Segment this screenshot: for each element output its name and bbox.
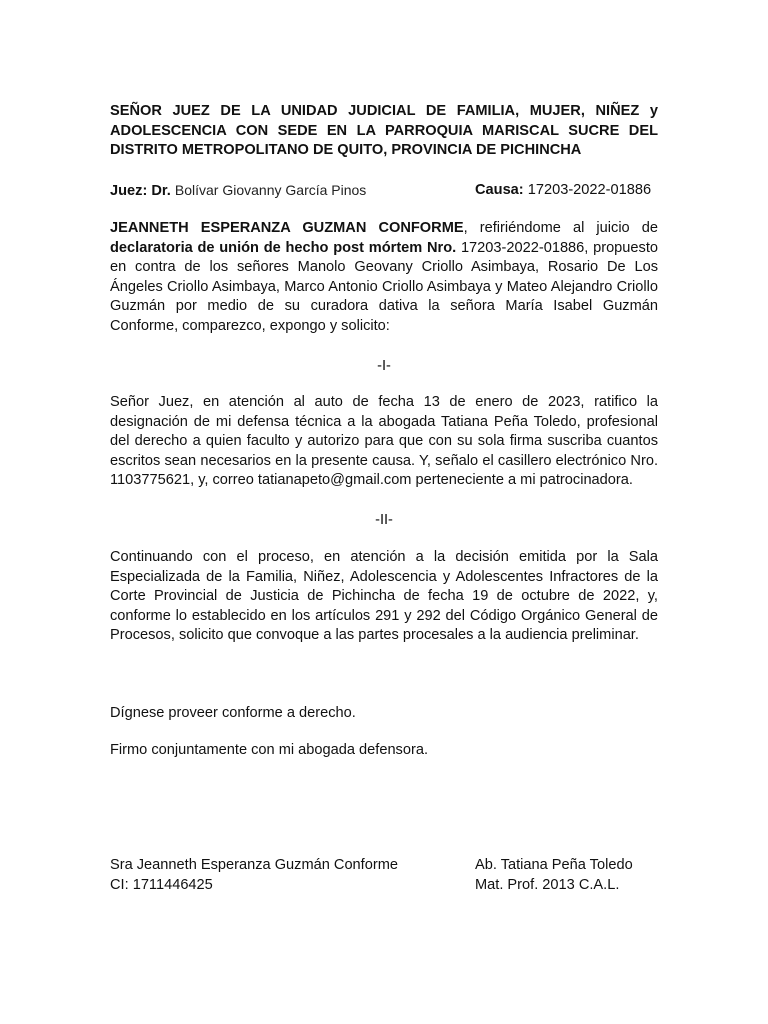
lawyer-registration: Mat. Prof. 2013 C.A.L. [475,877,620,893]
section-heading-1: -I- [377,358,391,374]
judge-cause-line [110,181,658,201]
cause-label: Causa: [475,182,524,198]
case-type: declaratoria de unión de hecho post mórtem Nro. [110,239,457,256]
closing-line-2: Firmo conjuntamente con mi abogada defensora. [110,742,429,758]
intro-text-b: 17203-2022-01886, propuesto en contra de los señores Manolo Geovany Criollo Asimbaya, Rosario De Los Ángeles Criollo Asimbaya, Marco Antonio Criollo Asimbaya y Mateo Alejandro Criollo Guzmán por medio de su curadora dativa la señora María Isabel Guzmán Conforme, comparezco, expongo y solicito: [110,239,658,334]
judge-name: Bolívar Giovanny García Pinos [174,182,367,198]
intro-text-a: , refiriéndome al juicio de [463,220,659,236]
cause-info [475,181,651,201]
petitioner-signature-name: Sra Jeanneth Esperanza Guzmán Conforme [110,857,398,873]
court-heading: SEÑOR JUEZ DE LA UNIDAD JUDICIAL DE FAMILIA, MUJER, NIÑEZ y ADOLESCENCIA CON SEDE EN LA PARROQUIA MARISCAL SUCRE DEL DISTRITO METROPOLITANO DE QUITO, PROVINCIA DE PICHINCHA [110,103,658,159]
cause-number: 17203-2022-01886 [527,182,652,198]
lawyer-signature-name: Ab. Tatiana Peña Toledo [475,857,633,873]
closing-line-1: Dígnese proveer conforme a derecho. [110,705,356,721]
judge-label: Juez: Dr. [110,183,171,199]
intro-paragraph [110,219,658,337]
paragraph-defense-designation: Señor Juez, en atención al auto de fecha 13 de enero de 2023, ratifico la designación de mi defensa técnica a la abogada Tatiana Peña Toledo, profesional del derecho a quien faculto y autorizo para que con su sola firma suscriba cuantos escritos sean necesarios en la presente causa. Y, señalo el casillero electrónico Nro. 1103775621, y, correo tatianapeto@gmail.com perteneciente a mi patrocinadora. [110,394,658,489]
judge-info [110,181,366,202]
signature-lawyer [475,856,633,896]
petitioner-id: CI: 1711446425 [110,877,213,893]
paragraph-hearing-request: Continuando con el proceso, en atención a la decisión emitida por la Sala Especializada de la Familia, Niñez, Adolescencia y Adolescentes Infractores de la Corte Provincial de Justicia de Pichincha de fecha 19 de octubre de 2022, y, conforme lo establecido en los artículos 291 y 292 del Código Orgánico General de Procesos, solicito que convoque a las partes procesales a la audiencia preliminar. [110,549,658,644]
petitioner-name: JEANNETH ESPERANZA GUZMAN CONFORME [110,220,464,236]
section-heading-2: -II- [375,512,393,528]
signature-petitioner [110,856,398,896]
